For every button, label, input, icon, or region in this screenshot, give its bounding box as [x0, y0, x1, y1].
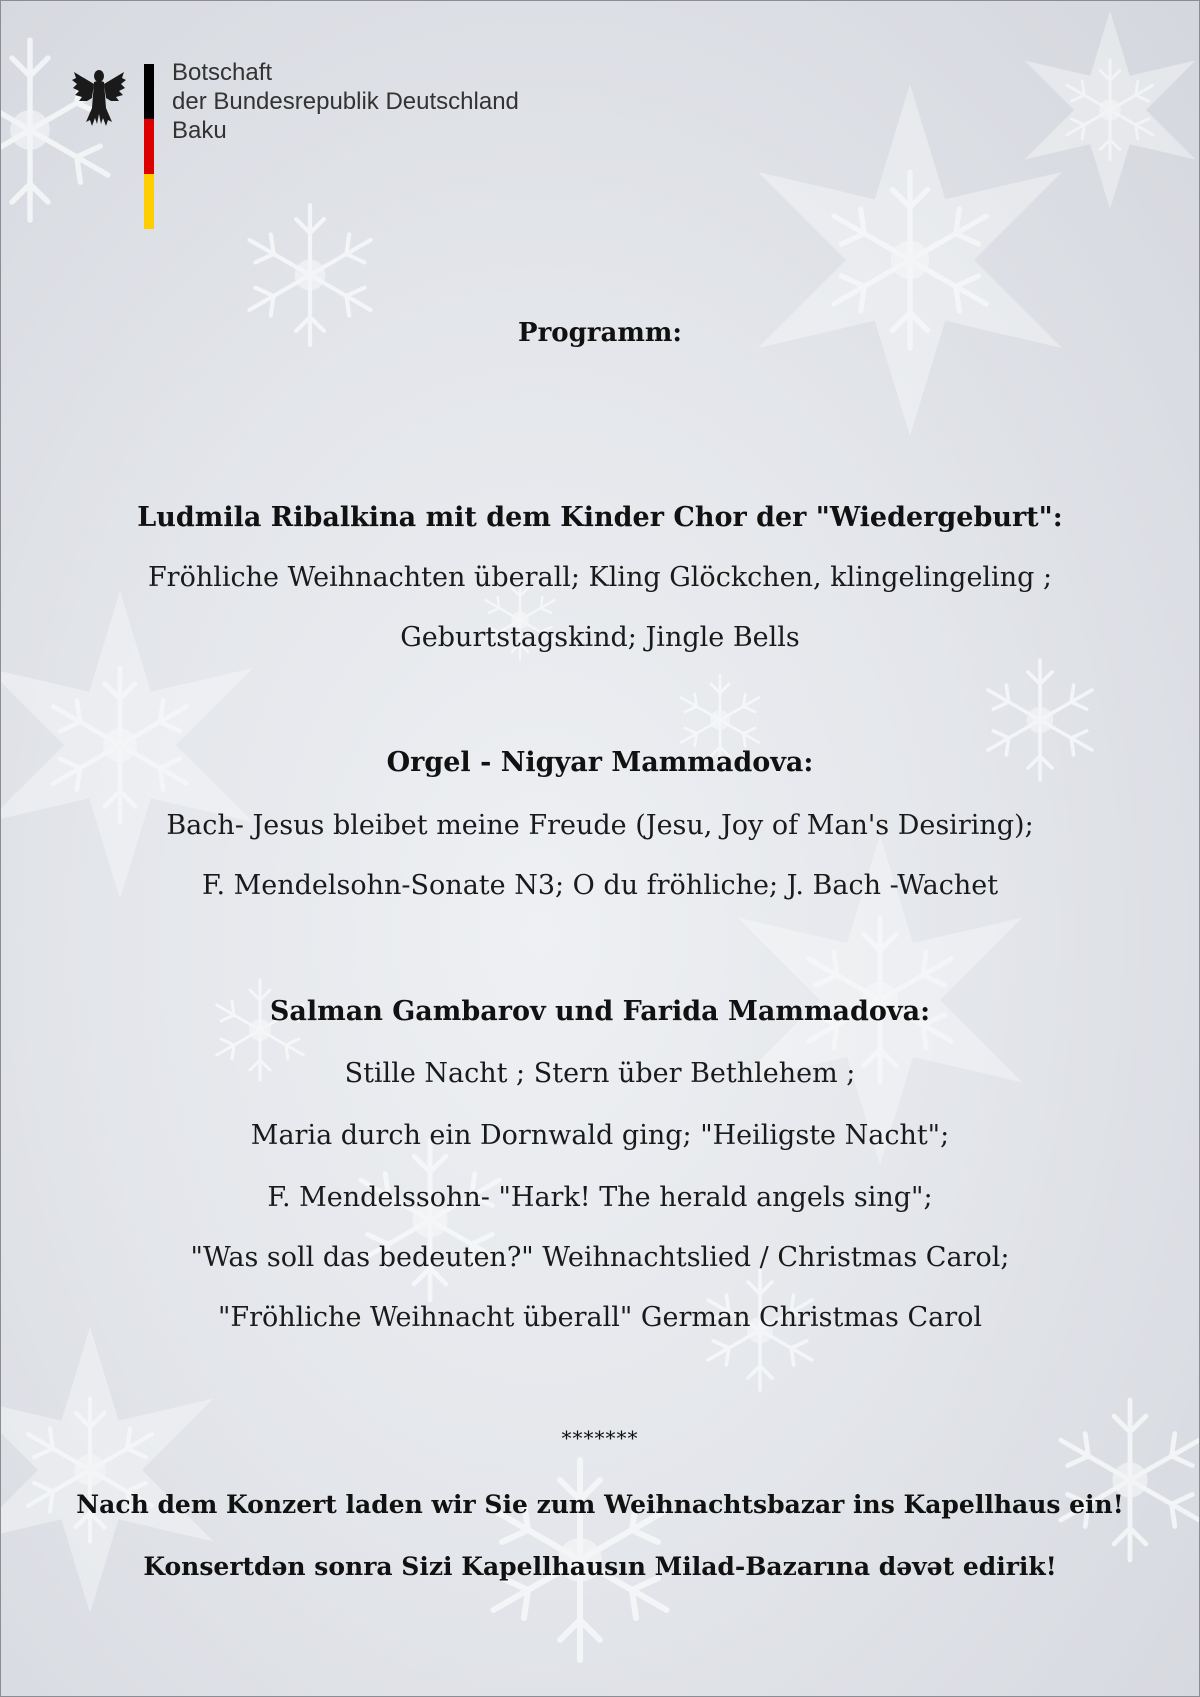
closing-german: Nach dem Konzert laden wir Sie zum Weihnachtsbazar ins Kapellhaus ein!: [76, 1490, 1124, 1519]
flag-stripe-red: [144, 119, 154, 174]
section-line: Geburtstagskind; Jingle Bells: [400, 622, 800, 653]
german-flag-bar: [144, 64, 154, 229]
program-title: Programm:: [518, 318, 682, 348]
embassy-name: [172, 58, 519, 145]
section-line: "Fröhliche Weihnacht überall" German Christmas Carol: [217, 1302, 983, 1333]
embassy-line-1: Botschaft: [172, 59, 273, 86]
embassy-line-2: der Bundesrepublik Deutschland: [172, 88, 519, 115]
section-line: Maria durch ein Dornwald ging; "Heiligste Nacht";: [250, 1120, 950, 1151]
eagle-icon: [70, 64, 128, 128]
section-line: Bach- Jesus bleibet meine Freude (Jesu, Joy of Man's Desiring);: [166, 810, 1034, 841]
separator-stars: *******: [561, 1426, 639, 1450]
section-heading-duo: Salman Gambarov und Farida Mammadova:: [269, 996, 931, 1027]
closing-azerbaijani: Konsertdən sonra Sizi Kapellhausın Milad-Bazarına dəvət edirik!: [143, 1552, 1057, 1581]
section-line: F. Mendelsohn-Sonate N3; O du fröhliche; J. Bach -Wachet: [201, 870, 999, 901]
section-line: Fröhliche Weihnachten überall; Kling Glöckchen, klingelingeling ;: [147, 562, 1053, 593]
flag-stripe-black: [144, 64, 154, 119]
embassy-line-3: Baku: [172, 117, 227, 144]
section-line: F. Mendelssohn- "Hark! The herald angels sing";: [267, 1182, 933, 1213]
section-line: Stille Nacht ; Stern über Bethlehem ;: [344, 1058, 856, 1089]
section-heading-organ: Orgel - Nigyar Mammadova:: [386, 747, 814, 778]
section-heading-choir: Ludmila Ribalkina mit dem Kinder Chor der "Wiedergeburt":: [137, 502, 1063, 533]
section-line: "Was soll das bedeuten?" Weihnachtslied / Christmas Carol;: [190, 1242, 1010, 1273]
flag-stripe-gold: [144, 174, 154, 229]
